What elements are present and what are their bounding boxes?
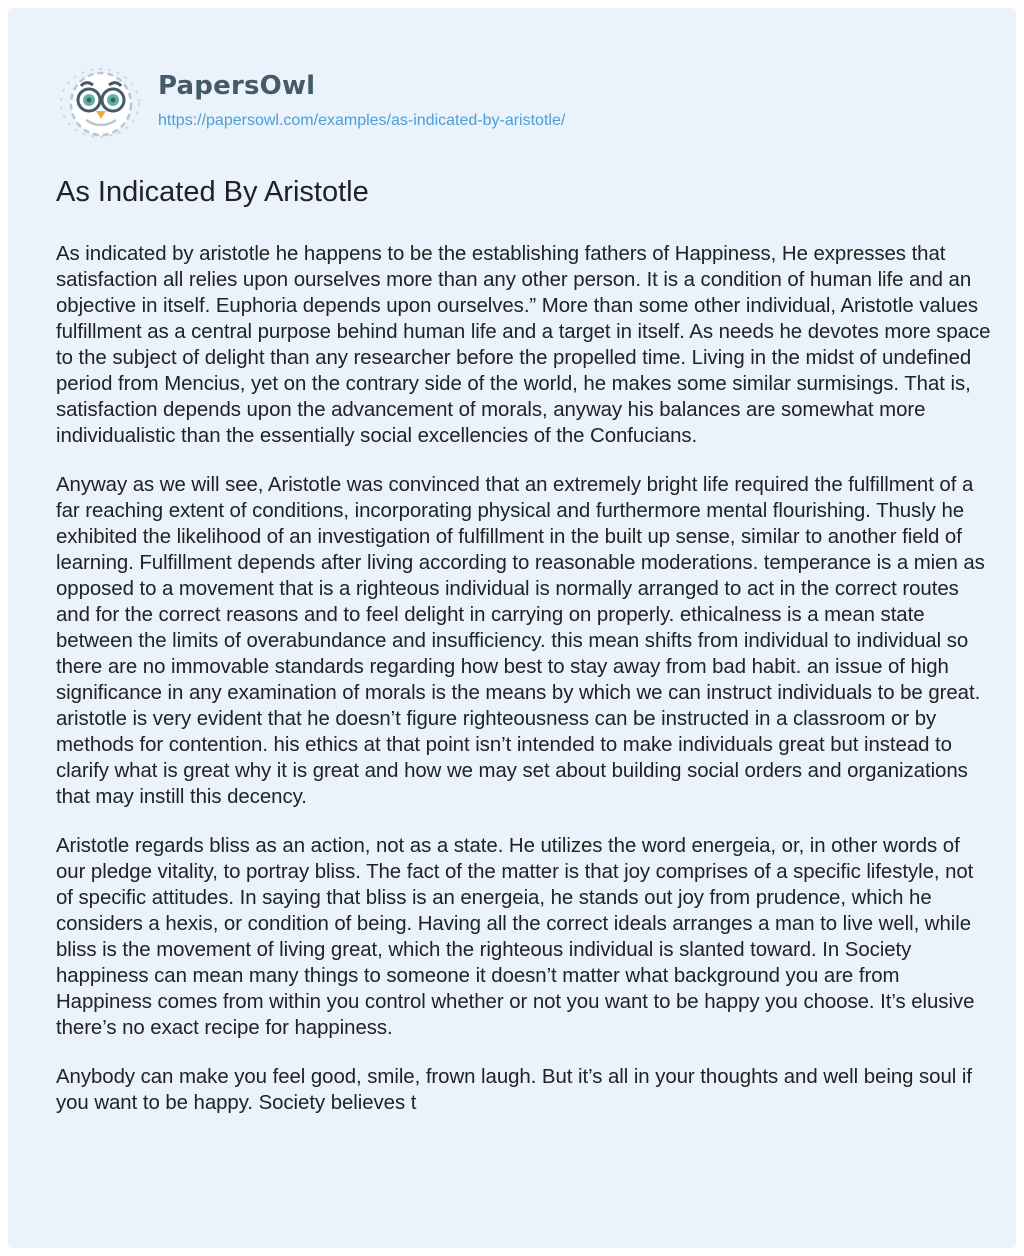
paragraph: Aristotle regards bliss as an action, not as a state. He utilizes the word energeia, or, in other words of our pledge vitality, to portray bliss. The fact of the matter is that joy comprises of a specific lifestyle, not of specific attitudes. In saying that bliss is an energeia, he stands out joy from prudence, which he considers a hexis, or condition of being. Having all the correct ideals arranges a man to live well, while bliss is the movement of living great, which the righteous individual is slanted toward. In Society happiness can mean many things to someone it doesn’t matter what background you are from Happiness comes from within you control whether or not you want to be happy you choose. It’s elusive there’s no exact recipe for happiness. — [56, 835, 975, 1039]
paragraph: Anybody can make you feel good, smile, frown laugh. But it’s all in your thoughts and well being soul if you want to be happy. Society believes t — [56, 1066, 972, 1114]
brand-block — [158, 71, 565, 131]
essay-panel — [8, 8, 1016, 1248]
source-url-link[interactable]: https://papersowl.com/examples/as-indicated-by-aristotle/ — [158, 112, 566, 129]
paragraph: As indicated by aristotle he happens to be the establishing fathers of Happiness, He expresses that satisfaction all relies upon ourselves more than any other person. It is a condition of human life and an objective in itself. Euphoria depends upon ourselves.” More than some other individual, Aristotle values fulfillment as a central purpose behind human life and a target in itself. As needs he devotes more space to the subject of delight than any researcher before the propelled time. Living in the midst of undefined period from Mencius, yet on the contrary side of the world, he makes some similar surmisings. That is, satisfaction depends upon the advancement of morals, anyway his balances are somewhat more individualistic than the essentially social excellencies of the Confucians. — [56, 243, 991, 447]
essay-title: As Indicated By Aristotle — [56, 176, 369, 208]
owl-logo-icon — [56, 62, 144, 138]
brand-name[interactable]: PapersOwl — [158, 71, 316, 101]
essay-body — [56, 241, 991, 1139]
site-header — [56, 70, 565, 140]
paragraph: Anyway as we will see, Aristotle was convinced that an extremely bright life required the fulfillment of a far reaching extent of conditions, incorporating physical and furthermore mental flourishing. Thusly he exhibited the likelihood of an investigation of fulfillment in the built up sense, similar to another field of learning. Fulfillment depends after living according to reasonable moderations. temperance is a mien as opposed to a movement that is a righteous individual is normally arranged to act in the correct routes and for the correct reasons and to feel delight in carrying on properly. ethicalness is a mean state between the limits of overabundance and insufficiency. this mean shifts from individual to individual so there are no immovable standards regarding how best to stay away from bad habit. an issue of high significance in any examination of morals is the means by which we can instruct individuals to be great. aristotle is very evident that he doesn’t figure righteousness can be instructed in a classroom or by methods for contention. his ethics at that point isn’t intended to make individuals great but instead to clarify what is great why it is great and how we may set about building social orders and organizations that may instill this decency. — [56, 474, 985, 808]
